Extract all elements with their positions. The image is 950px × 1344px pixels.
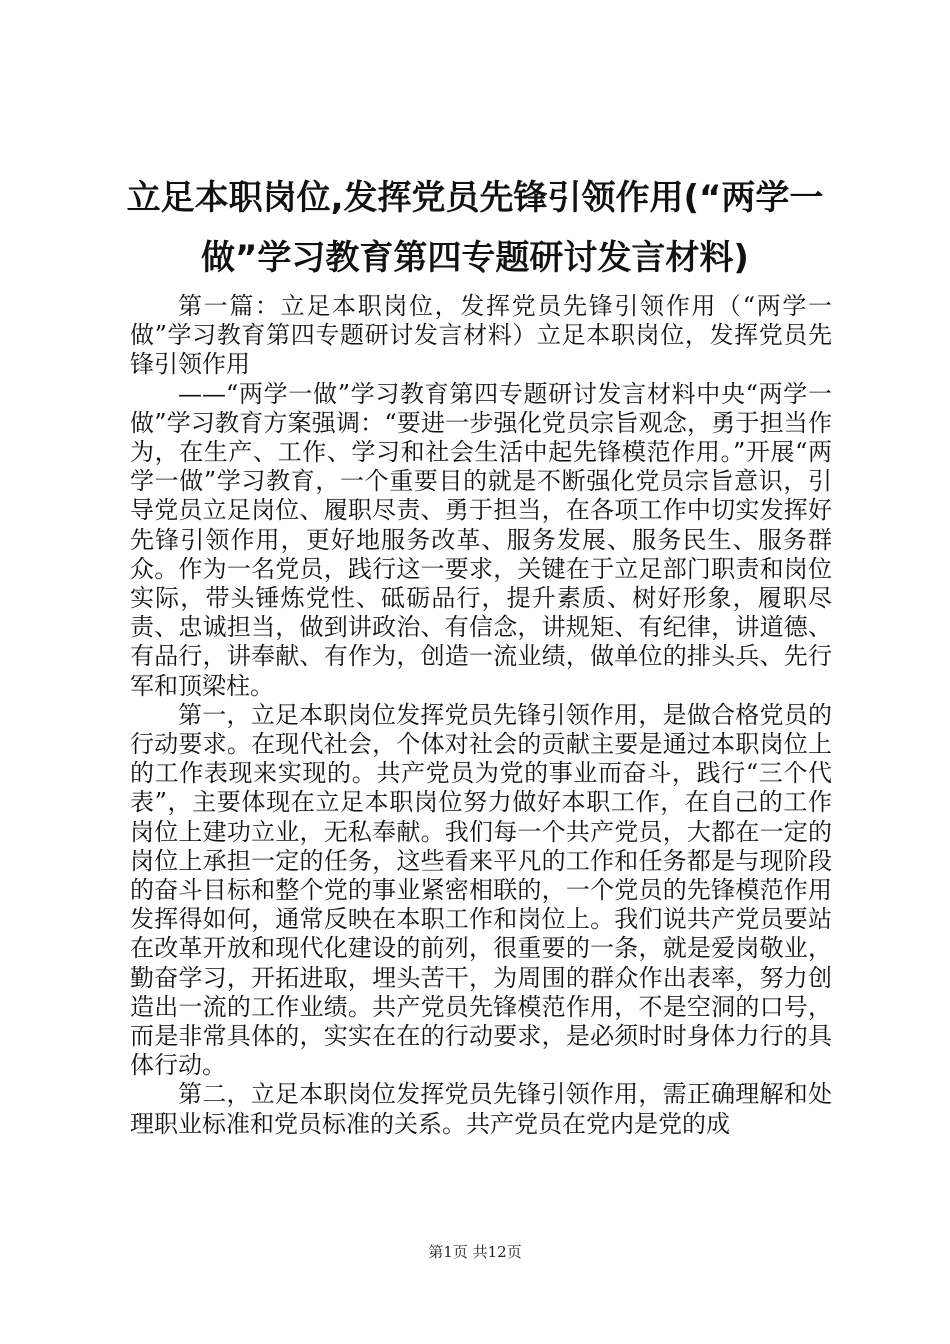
- page-footer: 第1页 共12页: [428, 1243, 522, 1261]
- paragraph-2: ——“两学一做”学习教育第四专题研讨发言材料中央“两学一做”学习教育方案强调：“要进一步强化党员宗旨观念，勇于担当作为，在生产、工作、学习和社会生活中起先锋模范作用。”开展“两学一做”学习教育，一个重要目的就是不断强化党员宗旨意识，引导党员立足岗位、履职尽责、勇于担当，在各项工作中切实发挥好先锋引领作用，更好地服务改革、服务发展、服务民生、服务群众。作为一名党员，践行这一要求，关键在于立足部门职责和岗位实际，带头锤炼党性、砥砺品行，提升素质、树好形象，履职尽责、忠诚担当，做到讲政治、有信念，讲规矩、有纪律，讲道德、有品行，讲奉献、有作为，创造一流业绩，做单位的排头兵、先行军和顶梁柱。: [130, 379, 832, 700]
- paragraph-3: 第一，立足本职岗位发挥党员先锋引领作用，是做合格党员的行动要求。在现代社会，个体对社会的贡献主要是通过本职岗位上的工作表现来实现的。共产党员为党的事业而奋斗，践行“三个代表”，主要体现在立足本职岗位努力做好本职工作，在自己的工作岗位上建功立业，无私奉献。我们每一个共产党员，大都在一定的岗位上承担一定的任务，这些看来平凡的工作和任务都是与现阶段的奋斗目标和整个党的事业紧密相联的，一个党员的先锋模范作用发挥得如何，通常反映在本职工作和岗位上。我们说共产党员要站在改革开放和现代化建设的前列，很重要的一条，就是爱岗敬业，勤奋学习，开拓进取，埋头苦干，为周围的群众作出表率，努力创造出一流的工作业绩。共产党员先锋模范作用，不是空洞的口号，而是非常具体的，实实在在的行动要求，是必须时时身体力行的具体行动。: [130, 700, 832, 1080]
- paragraph-1: 第一篇：立足本职岗位，发挥党员先锋引领作用（“两学一做”学习教育第四专题研讨发言材料）立足本职岗位，发挥党员先锋引领作用: [130, 292, 832, 379]
- paragraph-4: 第二，立足本职岗位发挥党员先锋引领作用，需正确理解和处理职业标准和党员标准的关系。共产党员在党内是党的成: [130, 1080, 832, 1138]
- document-title: 立足本职岗位,发挥党员先锋引领作用(“两学一做”学习教育第四专题研讨发言材料): [126, 178, 824, 278]
- document-body: [130, 292, 832, 1139]
